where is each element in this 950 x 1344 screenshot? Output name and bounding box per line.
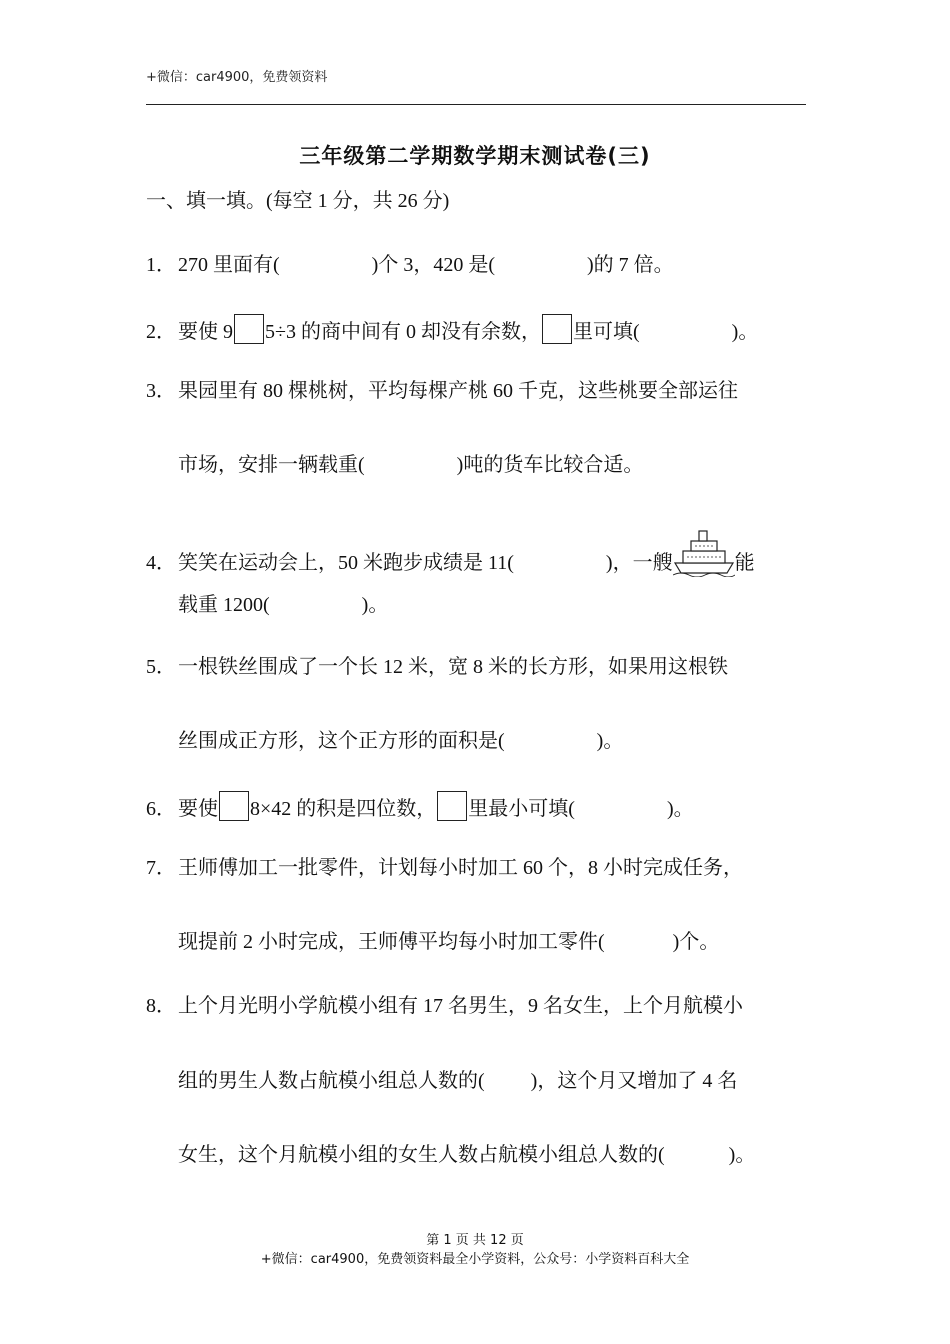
question-text: 上个月光明小学航模小组有 17 名男生，9 名女生，上个月航模小 bbox=[178, 995, 743, 1017]
question-text: )。 bbox=[666, 798, 694, 820]
footer-note: +微信：car4900，免费领资料最全小学资料，公众号：小学资料百科大全 bbox=[260, 1252, 690, 1267]
question-text: )的 7 倍。 bbox=[587, 254, 674, 276]
question-number: 6． bbox=[146, 798, 176, 820]
question-number: 8． bbox=[146, 995, 176, 1017]
question-1 bbox=[146, 252, 674, 278]
question-text: )。 bbox=[596, 730, 624, 752]
question-text: )，这个月又增加了 4 名 bbox=[530, 1070, 738, 1092]
question-8-cont-1 bbox=[178, 1068, 737, 1094]
question-text: 要使 9 bbox=[178, 321, 233, 343]
question-4-cont bbox=[178, 592, 388, 618]
question-4 bbox=[146, 527, 755, 577]
header-divider bbox=[146, 104, 806, 105]
question-text: )。 bbox=[731, 321, 759, 343]
question-6 bbox=[146, 791, 694, 822]
question-text: 一根铁丝围成了一个长 12 米，宽 8 米的长方形，如果用这根铁 bbox=[178, 656, 728, 678]
question-text: 能 bbox=[734, 552, 755, 574]
question-text: 丝围成正方形，这个正方形的面积是( bbox=[178, 730, 505, 752]
question-5-cont bbox=[178, 728, 623, 754]
page-title: 三年级第二学期数学期末测试卷(三) bbox=[299, 144, 651, 168]
question-3 bbox=[146, 378, 738, 404]
question-text: 载重 1200( bbox=[178, 594, 270, 616]
question-text: )吨的货车比较合适。 bbox=[456, 454, 644, 476]
digit-box[interactable] bbox=[542, 314, 572, 344]
ship-icon bbox=[673, 527, 735, 577]
question-text: 里可填( bbox=[572, 321, 640, 343]
question-number: 3． bbox=[146, 380, 176, 402]
header-note: +微信：car4900，免费领资料 bbox=[146, 70, 328, 85]
question-text: )。 bbox=[728, 1144, 756, 1166]
question-text: )个 3，420 是( bbox=[371, 254, 495, 276]
question-8-cont-2 bbox=[178, 1142, 755, 1168]
question-text: 果园里有 80 棵桃树，平均每棵产桃 60 千克，这些桃要全部运往 bbox=[178, 380, 738, 402]
question-number: 4． bbox=[146, 552, 176, 574]
question-text: )。 bbox=[361, 594, 389, 616]
digit-box[interactable] bbox=[437, 791, 467, 821]
question-text: 里最小可填( bbox=[468, 798, 575, 820]
question-text: 女生，这个月航模小组的女生人数占航模小组总人数的( bbox=[178, 1144, 665, 1166]
question-2 bbox=[146, 314, 758, 345]
question-text: 8×42 的积是四位数， bbox=[250, 798, 437, 820]
question-text: 组的男生人数占航模小组总人数的( bbox=[178, 1070, 485, 1092]
question-text: 王师傅加工一批零件，计划每小时加工 60 个，8 小时完成任务， bbox=[178, 857, 743, 879]
digit-box[interactable] bbox=[219, 791, 249, 821]
question-number: 1． bbox=[146, 254, 176, 276]
question-text: 5÷3 的商中间有 0 却没有余数， bbox=[265, 321, 541, 343]
question-7-cont bbox=[178, 929, 719, 955]
question-3-cont bbox=[178, 452, 643, 478]
question-5 bbox=[146, 654, 728, 680]
question-text: 要使 bbox=[178, 798, 218, 820]
question-number: 2． bbox=[146, 321, 176, 343]
question-text: 现提前 2 小时完成，王师傅平均每小时加工零件( bbox=[178, 931, 605, 953]
question-number: 7． bbox=[146, 857, 176, 879]
question-7 bbox=[146, 855, 743, 881]
digit-box[interactable] bbox=[234, 314, 264, 344]
question-text: )个。 bbox=[672, 931, 720, 953]
question-text: )，一艘 bbox=[605, 552, 673, 574]
question-text: 笑笑在运动会上，50 米跑步成绩是 11( bbox=[178, 552, 514, 574]
page-number: 第 1 页 共 12 页 bbox=[426, 1233, 524, 1248]
question-text: 270 里面有( bbox=[178, 254, 280, 276]
section-heading: 一、填一填。(每空 1 分，共 26 分) bbox=[146, 190, 450, 212]
question-number: 5． bbox=[146, 656, 176, 678]
question-text: 市场，安排一辆载重( bbox=[178, 454, 365, 476]
question-8 bbox=[146, 993, 743, 1019]
